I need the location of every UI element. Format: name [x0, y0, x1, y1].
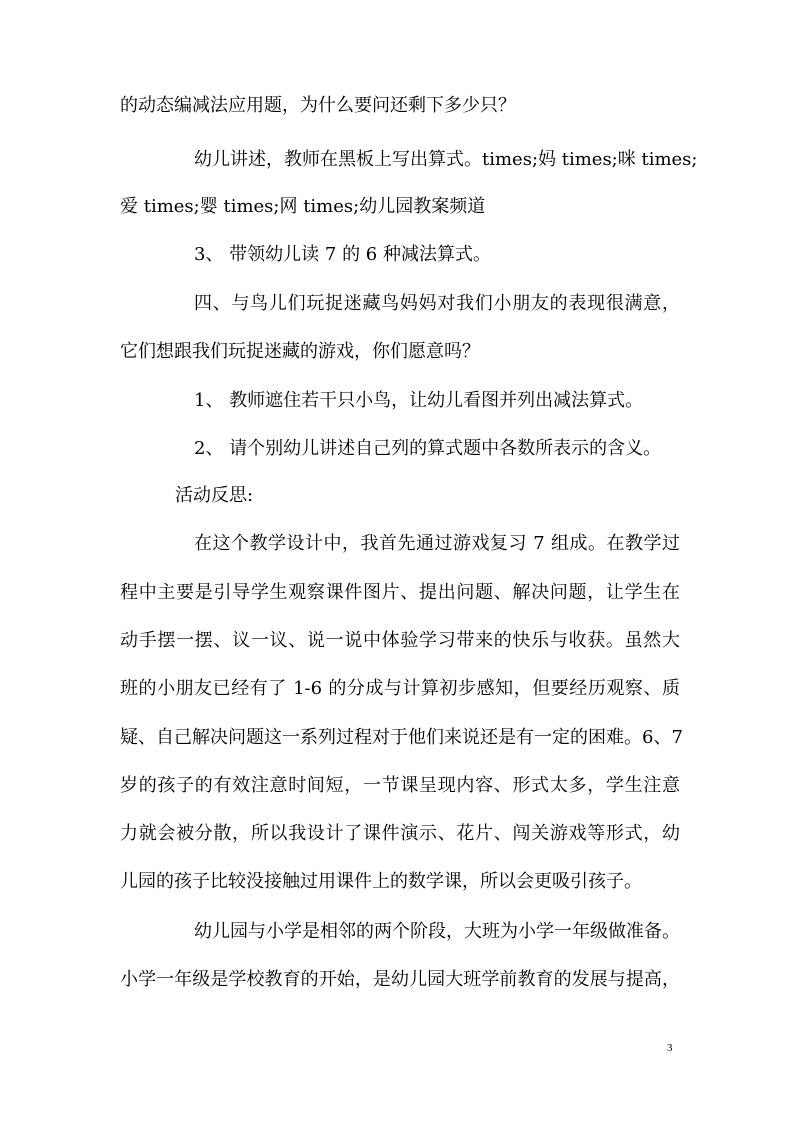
text-line-11: 程中主要是引导学生观察课件图片、提出问题、解决问题，让学生在: [120, 582, 680, 603]
text-line-4: 3、 带领幼儿读 7 的 6 种减法算式。: [194, 244, 491, 265]
text-line-17: 儿园的孩子比较没接触过用课件上的数学课，所以会更吸引孩子。: [120, 871, 642, 892]
text-line-1: 的动态编减法应用题，为什么要问还剩下多少只？: [120, 95, 516, 116]
text-line-5: 四、与鸟儿们玩捉迷藏鸟妈妈对我们小朋友的表现很满意，: [194, 293, 680, 314]
text-line-9: 活动反思:: [175, 485, 254, 506]
text-line-18: 幼儿园与小学是相邻的两个阶段，大班为小学一年级做准备。: [194, 921, 680, 942]
text-line-8: 2、 请个别幼儿讲述自己列的算式题中各数所表示的含义。: [194, 438, 662, 459]
text-line-6: 它们想跟我们玩捉迷藏的游戏，你们愿意吗？: [120, 341, 480, 362]
text-line-12: 动手摆一摆、议一议、说一说中体验学习带来的快乐与收获。虽然大: [120, 630, 680, 651]
text-line-13: 班的小朋友已经有了 1-6 的分成与计算初步感知，但要经历观察、质: [120, 678, 680, 699]
text-line-10: 在这个教学设计中，我首先通过游戏复习 7 组成。在教学过: [194, 533, 680, 554]
text-line-16: 力就会被分散，所以我设计了课件演示、花片、闯关游戏等形式，幼: [120, 823, 680, 844]
text-line-14: 疑、自己解决问题这一系列过程对于他们来说还是有一定的困难。6、7: [120, 727, 683, 748]
page-number: 3: [667, 1042, 673, 1054]
text-line-7: 1、 教师遮住若干只小鸟，让幼儿看图并列出减法算式。: [194, 390, 644, 411]
text-line-2: 幼儿讲述，教师在黑板上写出算式。times;妈 times;咪 times;: [194, 149, 698, 170]
text-line-3: 爱 times;婴 times;网 times;幼儿园教案频道: [120, 196, 486, 217]
text-line-15: 岁的孩子的有效注意时间短，一节课呈现内容、形式太多，学生注意: [120, 775, 680, 796]
text-line-19: 小学一年级是学校教育的开始，是幼儿园大班学前教育的发展与提高，: [120, 969, 680, 990]
